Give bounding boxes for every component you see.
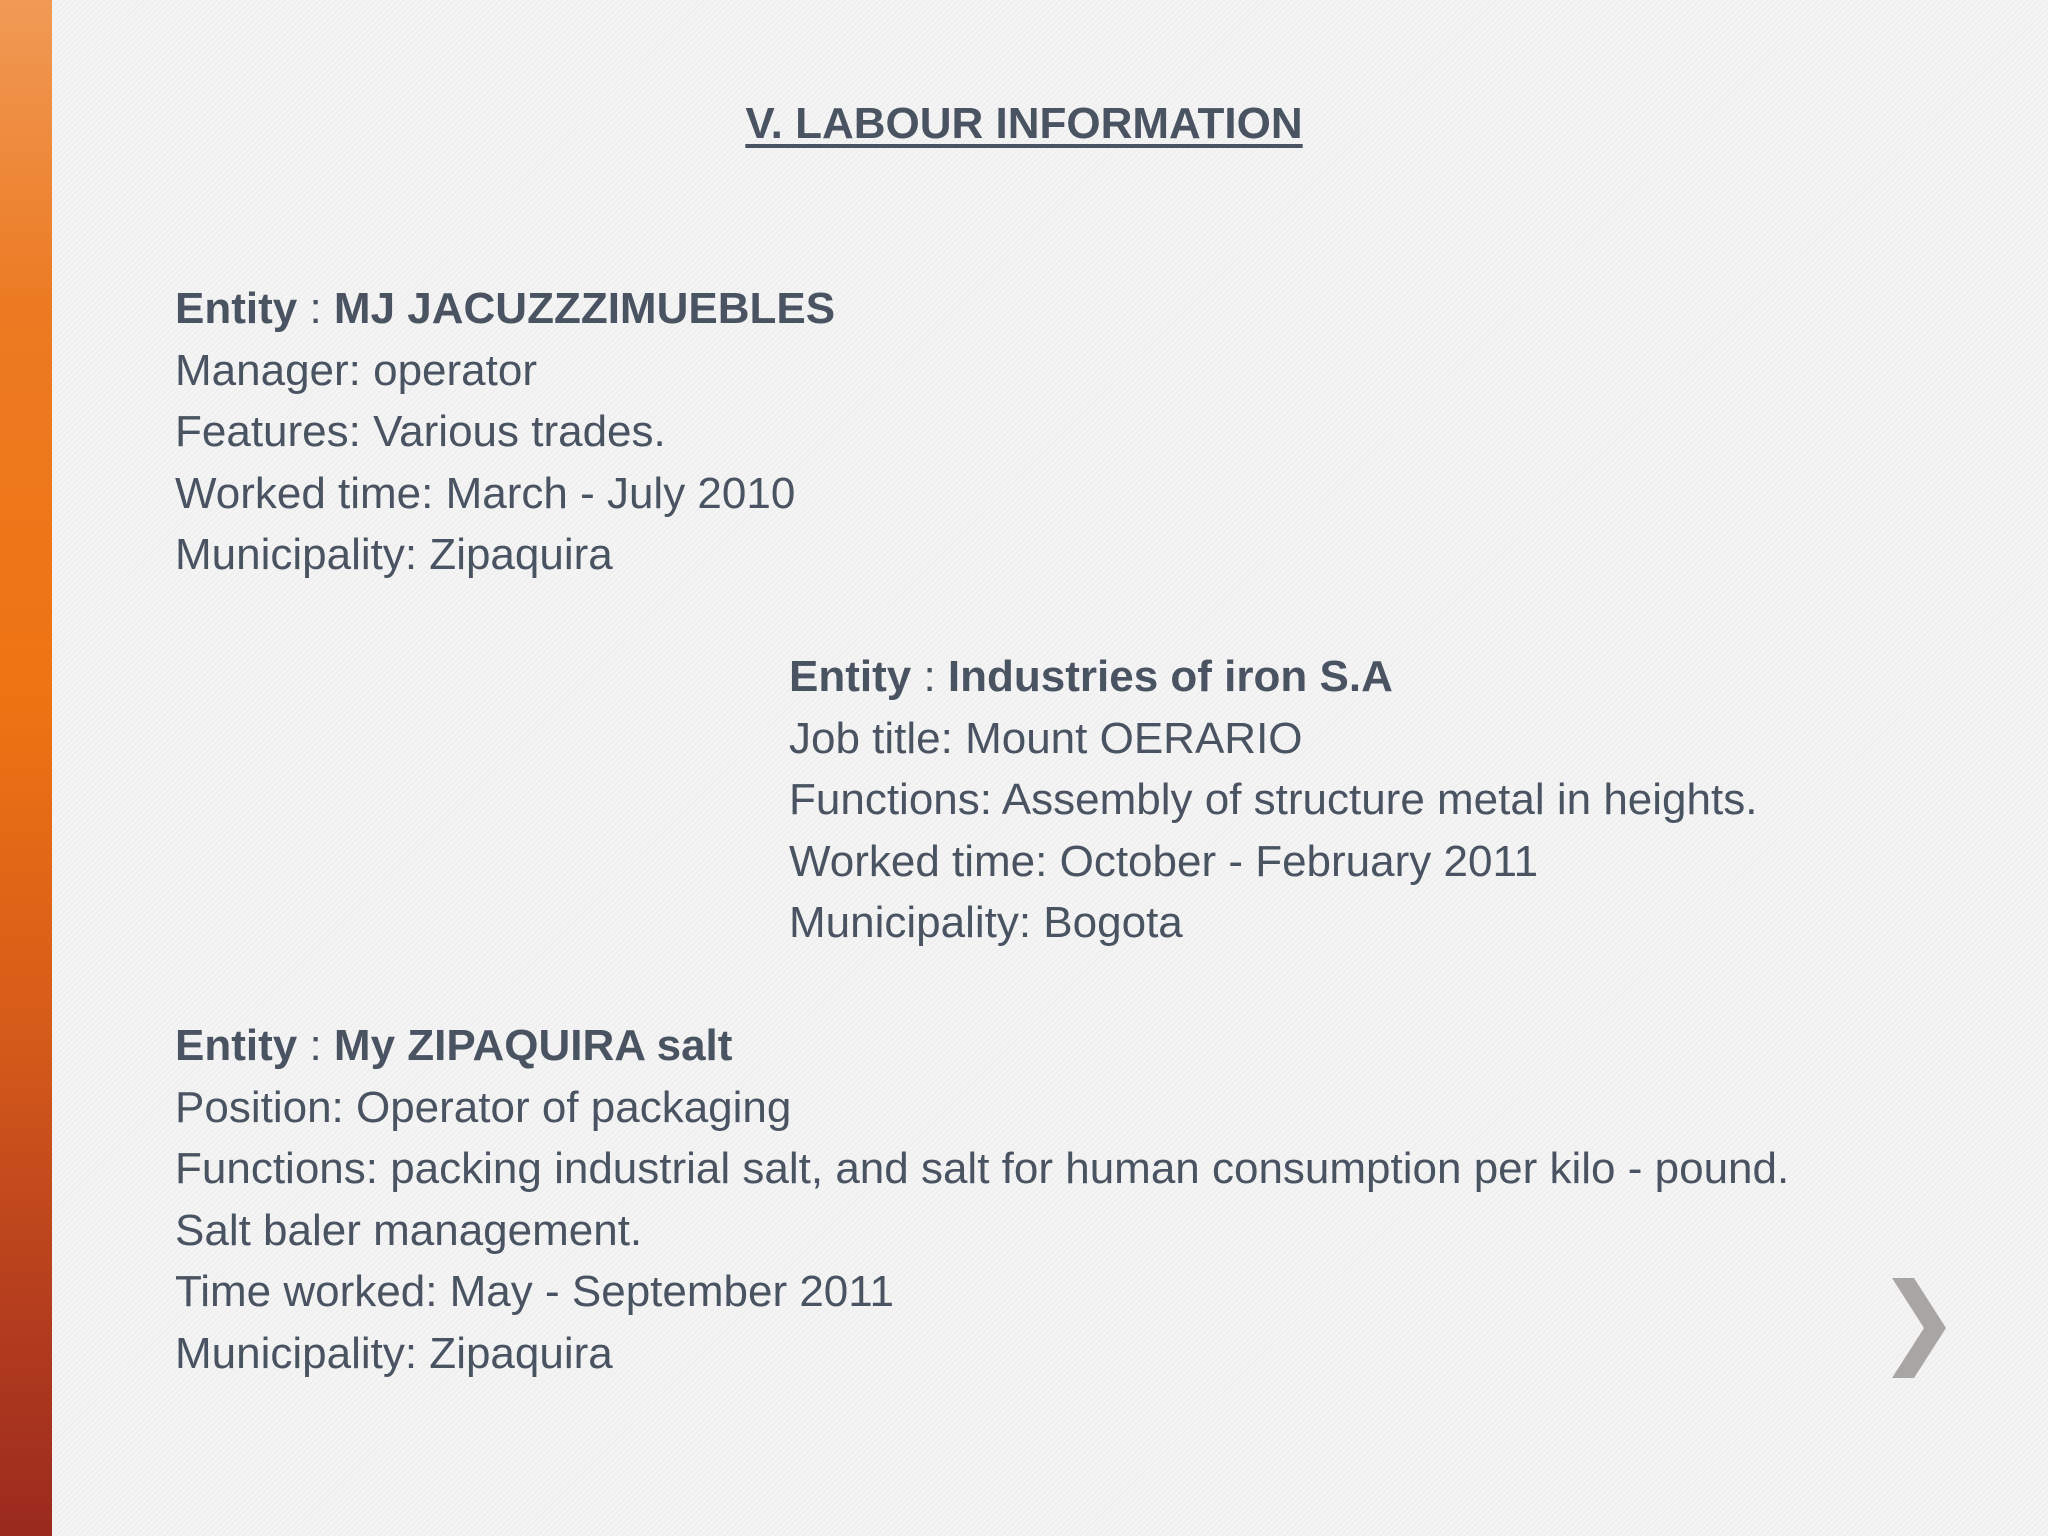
job-municipality-line: Municipality: Zipaquira (175, 530, 613, 579)
entity-separator: : (911, 652, 948, 701)
entity-label: Entity (789, 652, 912, 701)
entity-name: Industries of iron S.A (947, 652, 1393, 701)
entity-name: My ZIPAQUIRA salt (333, 1021, 733, 1070)
entity-line (175, 1015, 1789, 1077)
job-position-line: Position: Operator of packaging (175, 1082, 792, 1132)
next-slide-button[interactable] (1888, 1278, 1948, 1378)
job-functions-line: Functions: packing industrial salt, and salt for human consumption per kilo - pound. (175, 1144, 1790, 1193)
decorative-side-bar (0, 0, 52, 1536)
job-entry-zipaquira-salt (175, 1015, 1789, 1384)
entity-label: Entity (175, 1021, 298, 1070)
job-title-line: Job title: Mount OERARIO (789, 713, 1303, 763)
job-role-line: Manager: operator (175, 345, 537, 395)
job-entry-industries-of-iron (789, 646, 1757, 954)
entity-label: Entity (175, 284, 298, 333)
job-functions-line: Functions: Assembly of structure metal in heights. (789, 775, 1758, 824)
entity-separator: : (297, 1021, 334, 1070)
job-entry-jacuzzzimuebles (175, 278, 835, 586)
job-features-line: Features: Various trades. (175, 407, 666, 456)
job-municipality-line: Municipality: Bogota (789, 898, 1183, 947)
slide-title: V. LABOUR INFORMATION (745, 99, 1303, 148)
job-time-line: Worked time: March - July 2010 (175, 468, 796, 518)
job-time-line: Worked time: October - February 2011 (789, 836, 1539, 886)
entity-name: MJ JACUZZZIMUEBLES (333, 284, 836, 333)
job-municipality-line: Municipality: Zipaquira (175, 1328, 613, 1378)
job-time-line: Time worked: May - September 2011 (175, 1267, 894, 1316)
job-functions-continued-line: Salt baler management. (175, 1205, 643, 1255)
entity-line (789, 646, 1757, 708)
entity-line (175, 278, 835, 340)
chevron-right-icon (1888, 1278, 1948, 1378)
entity-separator: : (297, 284, 334, 333)
